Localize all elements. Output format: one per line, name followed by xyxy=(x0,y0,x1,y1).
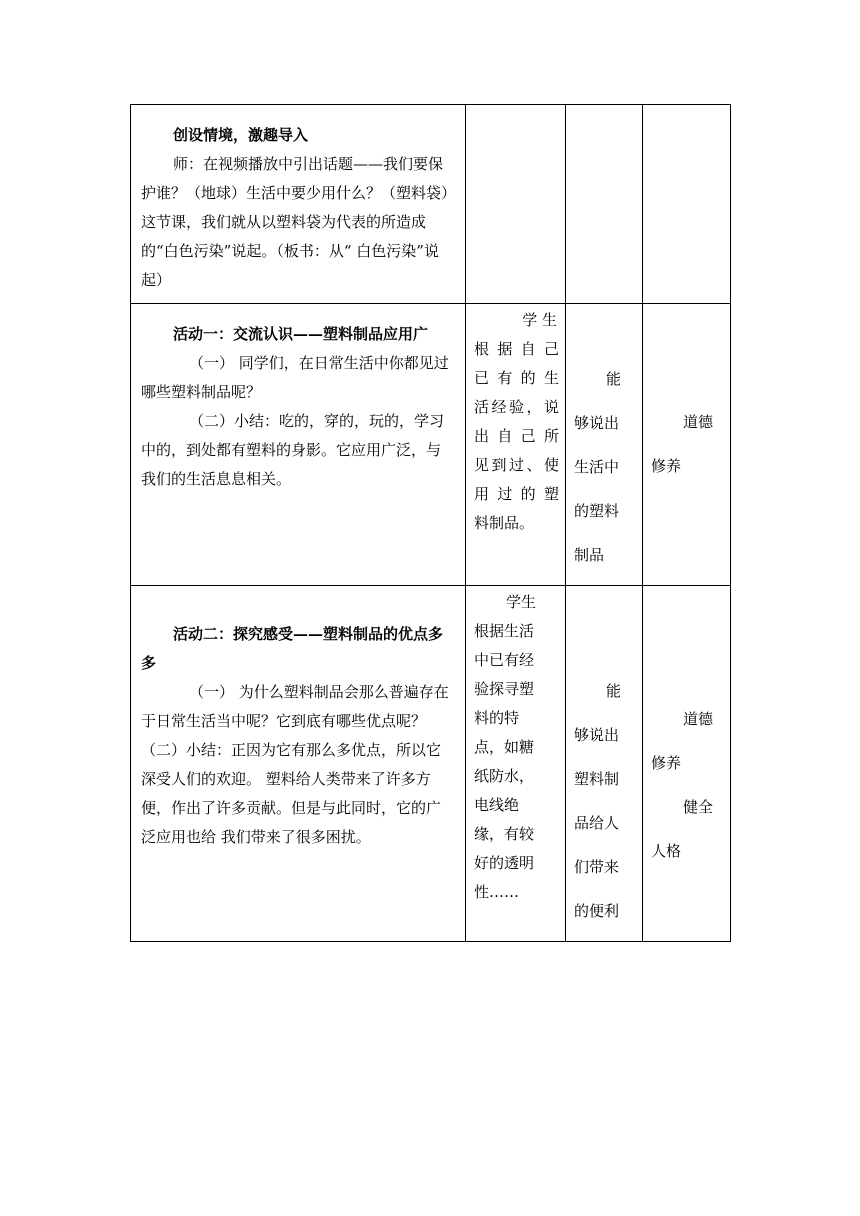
teaching-goal-cell xyxy=(566,586,643,942)
goal-line: 够说出 xyxy=(574,414,620,432)
goal-line: 的塑料 xyxy=(574,502,620,520)
literacy-line: 修养 xyxy=(651,457,682,475)
student-line: 学生 xyxy=(506,593,537,611)
goal-line: 的便利 xyxy=(574,902,620,920)
student-line: 中已有经 xyxy=(474,651,535,669)
student-activity-cell xyxy=(466,304,566,586)
section-title: 创设情境，激趣导入 xyxy=(173,126,309,144)
teaching-goal-cell xyxy=(566,304,643,586)
student-line: 见到过、使 xyxy=(474,456,559,474)
lesson-plan-table xyxy=(130,104,731,942)
literacy-line: 修养 xyxy=(651,754,682,772)
student-line: 电线绝 xyxy=(474,796,520,814)
section-title: 活动二：探究感受——塑料制品的优点多多 xyxy=(141,625,444,672)
goal-line: 品给人 xyxy=(574,814,620,832)
teaching-process-cell xyxy=(131,304,466,586)
section-paragraph: （一） 同学们，在日常生活中你都见过哪些塑料制品呢？ xyxy=(141,354,449,401)
teaching-goal-cell xyxy=(566,105,643,304)
student-line: 根据生活 xyxy=(474,622,535,640)
student-line: 根据自己 xyxy=(474,340,559,358)
table-row xyxy=(131,586,731,942)
core-literacy-cell xyxy=(643,586,731,942)
student-line: 验探寻塑 xyxy=(474,680,535,698)
section-paragraph: （二）小结：吃的，穿的，玩的，学习中的，到处都有塑料的身影。它应用广泛，与我们的生活息息相关。 xyxy=(141,412,445,488)
student-line: 料的特 xyxy=(474,709,520,727)
teaching-process-cell xyxy=(131,105,466,304)
student-line: 已有的生 xyxy=(474,369,559,387)
goal-line: 们带来 xyxy=(574,858,620,876)
student-line: 用过的塑 xyxy=(474,485,559,503)
section-paragraph: 师：在视频播放中引出话题——我们要保护谁？（地球）生活中要少用什么？（塑料袋）这节课，我们就从以塑料袋为代表的所造成的“白色污染”说起。（板书：从“ 白色污染”说起） xyxy=(141,155,449,289)
student-line: 料制品。 xyxy=(474,514,535,532)
section-title: 活动一：交流认识——塑料制品应用广 xyxy=(173,325,429,343)
student-line: 学 生 xyxy=(522,311,557,329)
student-line: 纸防水， xyxy=(474,767,535,785)
table-row xyxy=(131,304,731,586)
student-line: 好的透明 xyxy=(474,854,535,872)
goal-line: 够说出 xyxy=(574,726,620,744)
core-literacy-cell xyxy=(643,105,731,304)
student-line: 点，如糖 xyxy=(474,738,535,756)
core-literacy-cell xyxy=(643,304,731,586)
literacy-line: 健全 xyxy=(683,798,714,816)
goal-line: 能 xyxy=(606,682,622,700)
literacy-line: 人格 xyxy=(651,842,682,860)
teaching-process-cell xyxy=(131,586,466,942)
goal-line: 生活中 xyxy=(574,458,620,476)
goal-line: 塑料制 xyxy=(574,770,620,788)
student-line: 性…… xyxy=(474,883,520,901)
student-activity-cell xyxy=(466,105,566,304)
table-row xyxy=(131,105,731,304)
section-paragraph: （一） 为什么塑料制品会那么普遍存在于日常生活当中呢？它到底有哪些优点呢？ （二）小结：正因为它有那么多优点，所以它深受人们的欢迎。 塑料给人类带来了许多方便，作出了许多贡献。但是与此同时，它的广泛应用也给 我们带来了很多困扰。 xyxy=(141,683,449,846)
goal-line: 制品 xyxy=(574,546,605,564)
goal-line: 能 xyxy=(606,370,622,388)
student-line: 出自己所 xyxy=(474,427,559,445)
literacy-line: 道德 xyxy=(683,413,714,431)
literacy-line: 道德 xyxy=(683,710,714,728)
student-line: 活经验，说 xyxy=(474,398,559,416)
student-activity-cell xyxy=(466,586,566,942)
student-line: 缘，有较 xyxy=(474,825,535,843)
